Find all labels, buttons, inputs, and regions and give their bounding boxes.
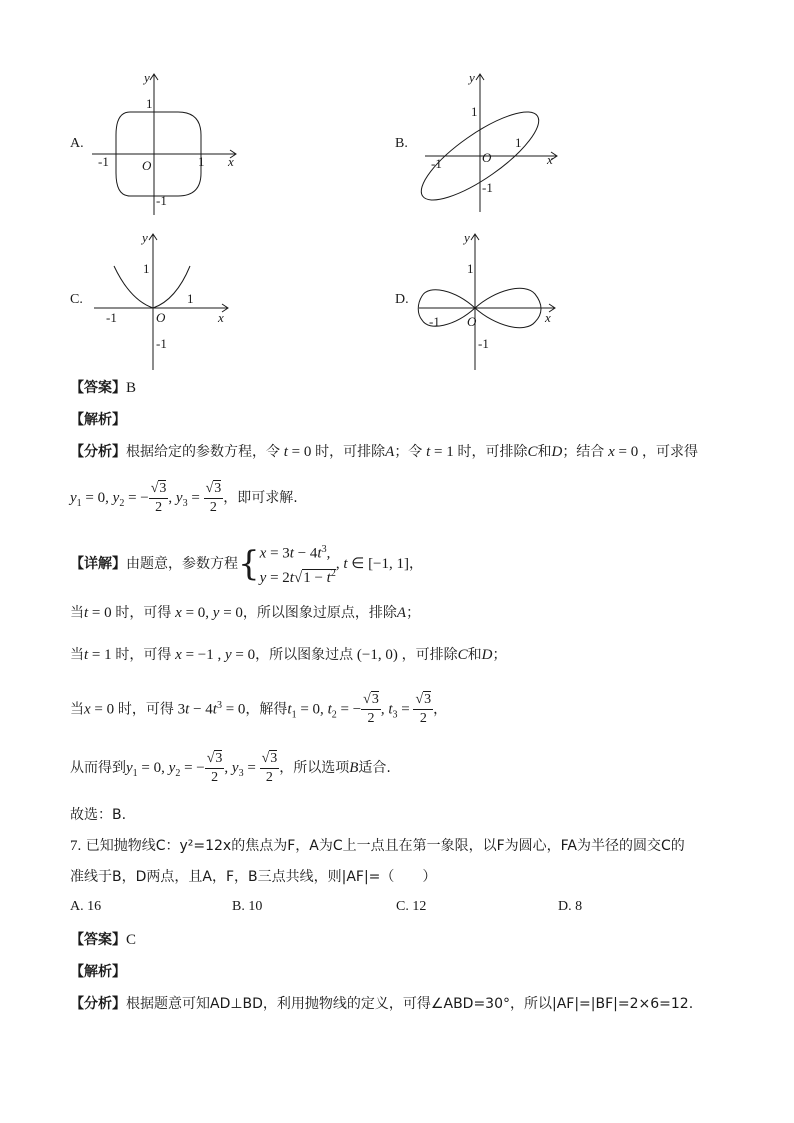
q7-fenxi-text: 根据题意可知AD⊥BD，利用抛物线的定义，可得∠ABD=30°，所以|AF|=|BF|=2×6=12. bbox=[126, 996, 694, 1012]
q6-answer-value: B bbox=[126, 380, 137, 396]
q7-analysis-tag-line bbox=[70, 962, 126, 982]
option-a-letter: A. bbox=[70, 136, 84, 151]
b-xneg1-label: -1 bbox=[431, 156, 442, 171]
q6-case3-c: ，解得 bbox=[245, 701, 288, 718]
q6-fenxi-tag: 【分析】 bbox=[70, 444, 126, 460]
q7-answer-line bbox=[70, 930, 136, 950]
q6-fenxi-text-1: 根据给定的参数方程，令 bbox=[126, 444, 280, 460]
q6-fenxi-text-5: 和 bbox=[537, 444, 552, 460]
a-xneg1-label: -1 bbox=[98, 154, 109, 169]
option-c-letter: C. bbox=[70, 292, 83, 307]
q7-choice-d[interactable]: D. 8 bbox=[558, 899, 583, 914]
d-origin-label: O bbox=[467, 314, 477, 329]
b-origin-label: O bbox=[482, 150, 492, 165]
q6-case3-a: 当 bbox=[70, 701, 84, 718]
c-ypos1-label: 1 bbox=[143, 261, 150, 276]
c-y-label: y bbox=[142, 230, 148, 245]
option-d-plot bbox=[395, 230, 575, 375]
d-y-label: y bbox=[464, 230, 470, 245]
q6-case2-b: 时，可得 bbox=[115, 647, 172, 663]
q7-stem-1: 已知抛物线C：y²=12x的焦点为F，A为C上一点且在第一象限，以F为圆心，FA为半径的圆交C的 bbox=[85, 838, 685, 854]
option-d-letter: D. bbox=[395, 292, 409, 307]
option-a-graph bbox=[70, 70, 250, 220]
c-origin-label: O bbox=[156, 310, 166, 325]
q6-case1-b: 时，可得 bbox=[115, 605, 172, 621]
c-xneg1-label: -1 bbox=[106, 310, 117, 325]
q7-answer-value: C bbox=[126, 932, 137, 948]
q6-case2-a: 当 bbox=[70, 647, 84, 663]
q7-analysis-tag: 【解析】 bbox=[70, 964, 126, 980]
q6-answer-tag: 【答案】 bbox=[70, 380, 126, 396]
d-yneg1-label: -1 bbox=[478, 336, 489, 351]
q6-answer-line bbox=[70, 378, 136, 398]
q6-result-b: ，所以选项 bbox=[279, 760, 350, 776]
c-x-label: x bbox=[218, 310, 224, 325]
a-xpos1-label: 1 bbox=[198, 154, 205, 169]
option-b-letter: B. bbox=[395, 136, 408, 151]
q6-analysis-tag-line bbox=[70, 410, 126, 430]
q6-case3-b: 时，可得 bbox=[117, 701, 174, 718]
q6-fenxi-text-3: ；令 bbox=[394, 444, 423, 460]
q6-result-c: 适合. bbox=[358, 760, 391, 776]
q7-stem-line-2 bbox=[70, 867, 436, 887]
q6-case2-c: ，所以图象过点 bbox=[255, 647, 354, 663]
q6-result-line: 从而得到$y_1 = 0$, $y_2$ = − $\frac{√3}{2}$ , $y_3$ = $\frac{√3}{2}$ ，所以选项B适合. bbox=[70, 750, 391, 785]
q7-choice-b[interactable]: B. 10 bbox=[232, 899, 263, 914]
q6-fenxi-line: 【分析】根据给定的参数方程，令 t = 0 时，可排除A；令 t = 1 时，可排除C和D；结合 x = 0 ，可求得 bbox=[70, 444, 698, 460]
q6-fenxi-text-2: 时，可排除 bbox=[315, 444, 386, 460]
q7-stem-line-1 bbox=[70, 836, 685, 856]
q6-case2-d: ，可排除 bbox=[401, 647, 458, 663]
q6-xiangjie-text: 由题意，参数方程 bbox=[126, 555, 238, 572]
q7-choice-c[interactable]: C. 12 bbox=[396, 899, 427, 914]
b-yneg1-label: -1 bbox=[482, 180, 493, 195]
q6-final-line bbox=[70, 805, 126, 825]
q6-fenxi-text-7: ，可求得 bbox=[641, 444, 698, 460]
q6-fenxi-line-2: $y_1 = 0$, $y_2$ = − $\frac{√3}{2}$ , $y_3$ = $\frac{√3}{2}$ ，即可求解. bbox=[70, 480, 298, 515]
b-xpos1-label: 1 bbox=[515, 135, 522, 150]
a-y-label: y bbox=[144, 70, 150, 85]
q6-case1-c: ，所以图象过原点，排除 bbox=[242, 605, 397, 621]
d-x-label: x bbox=[545, 310, 551, 325]
q7-choice-a[interactable]: A. 16 bbox=[70, 899, 102, 914]
a-yneg1-label: -1 bbox=[156, 193, 167, 208]
d-ypos1-label: 1 bbox=[467, 261, 474, 276]
q7-fenxi-tag: 【分析】 bbox=[70, 996, 126, 1012]
q6-case1-line: 当t = 0 时，可得 x = 0, y = 0，所以图象过原点，排除A； bbox=[70, 605, 421, 621]
b-y-label: y bbox=[469, 70, 475, 85]
b-x-label: x bbox=[547, 152, 553, 167]
q6-final: 故选：B. bbox=[70, 807, 127, 823]
option-a-plot bbox=[70, 70, 250, 220]
option-d-graph bbox=[395, 230, 575, 375]
q7-number: 7. bbox=[70, 838, 82, 854]
d-xneg1-label: -1 bbox=[429, 314, 440, 329]
q6-fenxi-text-4: 时，可排除 bbox=[457, 444, 528, 460]
q7-fenxi-line bbox=[70, 994, 693, 1014]
q7-stem-2: 准线于B，D两点，且A，F，B三点共线，则|AF|=（ ） bbox=[70, 869, 437, 885]
q6-case1-a: 当 bbox=[70, 605, 84, 621]
a-origin-label: O bbox=[142, 158, 152, 173]
b-ypos1-label: 1 bbox=[471, 104, 478, 119]
c-yneg1-label: -1 bbox=[156, 336, 167, 351]
q6-fenxi-text-6: ；结合 bbox=[562, 444, 605, 460]
q7-answer-tag: 【答案】 bbox=[70, 932, 126, 948]
q6-case2-and: 和 bbox=[467, 647, 482, 663]
option-c-plot bbox=[70, 230, 250, 375]
q6-result-a: 从而得到 bbox=[70, 760, 126, 776]
a-x-label: x bbox=[228, 154, 234, 169]
q6-case3-line: 当x = 0 时，可得 $3t - 4t^3 = 0$，解得$t_1 = 0$, $t_2$ = − $\frac{√3}{2}$ , $t_3$ = $\frac{√3}{2}$ ， bbox=[70, 692, 448, 727]
q6-fenxi-end: ，即可求解. bbox=[223, 490, 298, 506]
option-b-graph bbox=[395, 70, 575, 220]
option-c-graph bbox=[70, 230, 250, 375]
q6-xiangjie-line: 【详解】由题意，参数方程{$x = 3t - 4t^3$, $y = 2t√1 - t^2$, t ∈ [−1, 1]， bbox=[70, 543, 424, 586]
c-xpos1-label: 1 bbox=[187, 291, 194, 306]
a-ypos1-label: 1 bbox=[146, 96, 153, 111]
option-b-plot bbox=[395, 70, 575, 220]
q6-analysis-tag: 【解析】 bbox=[70, 412, 126, 428]
q6-case2-line: 当t = 1 时，可得 x = −1 , y = 0，所以图象过点 (−1, 0) ，可排除C和D； bbox=[70, 647, 507, 663]
q6-xiangjie-tag: 【详解】 bbox=[70, 555, 126, 572]
